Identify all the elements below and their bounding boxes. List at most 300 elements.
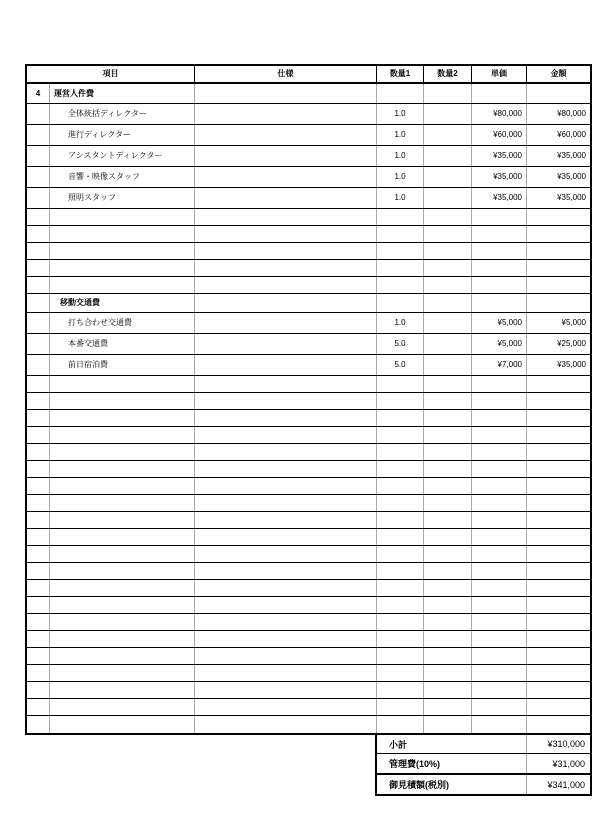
qty1-cell: [377, 84, 424, 103]
qty2-cell: [424, 631, 472, 647]
table-row: [27, 146, 590, 167]
spec-cell: [195, 125, 377, 145]
unit_price-cell: [472, 512, 527, 528]
name-cell: [50, 495, 195, 511]
table-row: [27, 84, 590, 104]
qty2-cell: [424, 716, 472, 733]
name-cell: アシスタントディレクター: [50, 146, 195, 166]
qty2-cell: [424, 209, 472, 225]
name-cell: [50, 209, 195, 225]
qty2-cell: [424, 334, 472, 354]
empty-row: [27, 478, 590, 495]
qty2-cell: [424, 444, 472, 460]
amount-cell: ¥35,000: [557, 172, 586, 181]
unit_price-cell: [472, 461, 527, 477]
empty-row: [27, 580, 590, 597]
name-cell: [50, 597, 195, 613]
unit_price-cell: [472, 277, 527, 293]
unit_price-cell: ¥35,000: [472, 146, 527, 166]
amount-cell: [527, 427, 590, 443]
qty2-cell: [424, 580, 472, 596]
qty2-cell: [424, 313, 472, 333]
spec-cell: [195, 444, 377, 460]
qty1-cell: 1.0: [377, 104, 424, 124]
no-cell: [27, 167, 50, 187]
amount-cell: [527, 546, 590, 562]
amount-cell: [527, 648, 590, 664]
col-header-qty1: 数量1: [377, 66, 424, 82]
name-cell: [50, 716, 195, 733]
unit_price-cell: ¥5,000: [472, 334, 527, 354]
qty1-cell: [377, 260, 424, 276]
table-row: [27, 125, 590, 146]
qty1-cell: 1.0: [377, 167, 424, 187]
name-cell: [50, 665, 195, 681]
empty-row: [27, 226, 590, 243]
table-row: [27, 167, 590, 188]
unit_price-cell: [472, 529, 527, 545]
totals-box: [375, 735, 592, 796]
amount-cell: [527, 277, 590, 293]
qty2-cell: [424, 614, 472, 630]
name-cell: [50, 277, 195, 293]
name-cell: [50, 546, 195, 562]
unit_price-cell: [472, 682, 527, 698]
amount-cell: [527, 563, 590, 579]
unit_price-cell: [472, 444, 527, 460]
unit_price-cell: [472, 84, 527, 103]
no-cell: [27, 529, 50, 545]
amount-cell: [527, 294, 590, 312]
name-cell: [50, 699, 195, 715]
grand-total-row: [377, 773, 590, 794]
qty1-cell: [377, 682, 424, 698]
spec-cell: [195, 209, 377, 225]
no-cell: [27, 631, 50, 647]
empty-row: [27, 665, 590, 682]
amount-cell: [527, 716, 590, 733]
empty-row: [27, 597, 590, 614]
amount-cell: [527, 84, 590, 103]
no-cell: [27, 209, 50, 225]
amount-cell: [527, 614, 590, 630]
name-cell: [50, 243, 195, 259]
no-cell: [27, 410, 50, 426]
empty-row: [27, 243, 590, 260]
name-cell: 全体統括ディレクター: [50, 104, 195, 124]
empty-row: [27, 648, 590, 665]
name-cell: 照明スタッフ: [50, 188, 195, 208]
spec-cell: [195, 167, 377, 187]
qty2-cell: [424, 355, 472, 375]
qty2-cell: [424, 226, 472, 242]
table-row: [27, 294, 590, 313]
spec-cell: [195, 529, 377, 545]
no-cell: [27, 393, 50, 409]
qty2-cell: [424, 495, 472, 511]
name-cell: [50, 478, 195, 494]
spec-cell: [195, 461, 377, 477]
subtotal-value: ¥310,000: [547, 739, 585, 749]
qty1-cell: [377, 277, 424, 293]
spec-cell: [195, 427, 377, 443]
unit_price-cell: [472, 393, 527, 409]
unit_price-cell: [472, 546, 527, 562]
unit_price-cell: [472, 478, 527, 494]
empty-row: [27, 699, 590, 716]
name-cell: [50, 226, 195, 242]
empty-row: [27, 461, 590, 478]
empty-row: [27, 529, 590, 546]
unit_price-cell: ¥35,000: [472, 188, 527, 208]
amount-cell: [527, 495, 590, 511]
qty1-cell: [377, 376, 424, 392]
no-cell: [27, 461, 50, 477]
spec-cell: [195, 376, 377, 392]
spec-cell: [195, 313, 377, 333]
qty2-cell: [424, 682, 472, 698]
qty2-cell: [424, 125, 472, 145]
amount-cell: [527, 529, 590, 545]
col-header-item: 項目: [27, 66, 195, 82]
amount-cell: [527, 243, 590, 259]
spec-cell: [195, 546, 377, 562]
amount-cell: [527, 393, 590, 409]
no-cell: [27, 648, 50, 664]
name-cell: [50, 512, 195, 528]
spec-cell: [195, 104, 377, 124]
unit_price-cell: [472, 597, 527, 613]
spec-cell: [195, 512, 377, 528]
no-cell: [27, 355, 50, 375]
no-cell: [27, 699, 50, 715]
name-cell: [50, 376, 195, 392]
amount-cell: [527, 699, 590, 715]
qty1-cell: [377, 461, 424, 477]
no-cell: [27, 563, 50, 579]
qty2-cell: [424, 167, 472, 187]
empty-row: [27, 277, 590, 294]
col-header-amount: 金額: [550, 69, 567, 78]
spec-cell: [195, 495, 377, 511]
amount-cell: [527, 260, 590, 276]
spec-cell: [195, 478, 377, 494]
name-cell: 進行ディレクター: [50, 125, 195, 145]
col-header-spec: 仕様: [195, 66, 377, 82]
no-cell: [27, 294, 50, 312]
no-cell: [27, 125, 50, 145]
name-cell: [50, 563, 195, 579]
table-row: [27, 334, 590, 355]
no-cell: [27, 597, 50, 613]
qty1-cell: 1.0: [377, 313, 424, 333]
qty2-cell: [424, 546, 472, 562]
table-row: [27, 104, 590, 125]
table-body: [27, 84, 590, 733]
grand-total-label: 御見積額(税別): [377, 775, 527, 794]
no-cell: [27, 682, 50, 698]
unit_price-cell: [472, 410, 527, 426]
amount-cell: [527, 209, 590, 225]
unit_price-cell: [472, 614, 527, 630]
no-cell: 4: [27, 84, 50, 103]
qty1-cell: [377, 648, 424, 664]
qty1-cell: [377, 529, 424, 545]
unit_price-cell: [472, 580, 527, 596]
no-cell: [27, 478, 50, 494]
amount-cell: ¥35,000: [557, 193, 586, 202]
amount-cell: [527, 410, 590, 426]
qty1-cell: [377, 631, 424, 647]
qty1-cell: [377, 614, 424, 630]
table-row: [27, 188, 590, 209]
qty1-cell: [377, 427, 424, 443]
empty-row: [27, 682, 590, 699]
empty-row: [27, 410, 590, 427]
spec-cell: [195, 682, 377, 698]
unit_price-cell: ¥5,000: [472, 313, 527, 333]
qty2-cell: [424, 243, 472, 259]
amount-cell: [527, 631, 590, 647]
qty2-cell: [424, 478, 472, 494]
name-cell: 運営人件費: [50, 84, 195, 103]
unit_price-cell: [472, 294, 527, 312]
qty1-cell: [377, 393, 424, 409]
no-cell: [27, 495, 50, 511]
spec-cell: [195, 597, 377, 613]
qty2-cell: [424, 104, 472, 124]
qty1-cell: 5.0: [377, 334, 424, 354]
table-header-row: [27, 66, 590, 84]
empty-row: [27, 427, 590, 444]
qty2-cell: [424, 277, 472, 293]
subtotal-row: [377, 735, 590, 754]
empty-row: [27, 512, 590, 529]
qty1-cell: [377, 243, 424, 259]
no-cell: [27, 444, 50, 460]
spec-cell: [195, 614, 377, 630]
table-row: [27, 313, 590, 334]
qty1-cell: [377, 716, 424, 733]
name-cell: [50, 648, 195, 664]
no-cell: [27, 334, 50, 354]
qty1-cell: [377, 294, 424, 312]
no-cell: [27, 226, 50, 242]
subtotal-label: 小計: [377, 735, 527, 753]
spec-cell: [195, 665, 377, 681]
spec-cell: [195, 188, 377, 208]
qty1-cell: [377, 512, 424, 528]
amount-cell: [527, 665, 590, 681]
qty1-cell: [377, 597, 424, 613]
management-fee-label: 管理費(10%): [377, 754, 527, 773]
empty-row: [27, 376, 590, 393]
unit_price-cell: ¥60,000: [472, 125, 527, 145]
table-row: [27, 355, 590, 376]
name-cell: [50, 260, 195, 276]
no-cell: [27, 376, 50, 392]
spec-cell: [195, 631, 377, 647]
amount-cell: ¥25,000: [557, 339, 586, 348]
amount-cell: ¥60,000: [557, 130, 586, 139]
qty2-cell: [424, 512, 472, 528]
qty2-cell: [424, 648, 472, 664]
qty1-cell: [377, 665, 424, 681]
spec-cell: [195, 226, 377, 242]
name-cell: [50, 393, 195, 409]
amount-cell: ¥80,000: [557, 109, 586, 118]
col-header-unit-price: 単価: [472, 66, 527, 82]
qty1-cell: [377, 410, 424, 426]
empty-row: [27, 260, 590, 277]
name-cell: 前日宿泊費: [50, 355, 195, 375]
amount-cell: [527, 461, 590, 477]
unit_price-cell: [472, 631, 527, 647]
unit_price-cell: [472, 495, 527, 511]
amount-cell: ¥5,000: [561, 318, 586, 327]
qty1-cell: 1.0: [377, 188, 424, 208]
no-cell: [27, 665, 50, 681]
spec-cell: [195, 716, 377, 733]
unit_price-cell: [472, 226, 527, 242]
qty1-cell: 1.0: [377, 146, 424, 166]
name-cell: [50, 427, 195, 443]
spec-cell: [195, 563, 377, 579]
qty2-cell: [424, 461, 472, 477]
name-cell: [50, 410, 195, 426]
qty2-cell: [424, 84, 472, 103]
unit_price-cell: [472, 648, 527, 664]
no-cell: [27, 243, 50, 259]
spec-cell: [195, 699, 377, 715]
spec-cell: [195, 580, 377, 596]
spec-cell: [195, 146, 377, 166]
spec-cell: [195, 294, 377, 312]
no-cell: [27, 427, 50, 443]
qty2-cell: [424, 294, 472, 312]
unit_price-cell: [472, 243, 527, 259]
amount-cell: [527, 226, 590, 242]
no-cell: [27, 580, 50, 596]
no-cell: [27, 512, 50, 528]
estimate-table: [25, 64, 592, 735]
unit_price-cell: [472, 209, 527, 225]
unit_price-cell: ¥80,000: [472, 104, 527, 124]
empty-row: [27, 546, 590, 563]
amount-cell: [527, 597, 590, 613]
empty-row: [27, 716, 590, 733]
qty1-cell: [377, 209, 424, 225]
spec-cell: [195, 260, 377, 276]
amount-cell: [527, 444, 590, 460]
grand-total-value: ¥341,000: [547, 779, 585, 790]
qty1-cell: [377, 580, 424, 596]
amount-cell: [527, 478, 590, 494]
name-cell: 音響・映像スタッフ: [50, 167, 195, 187]
qty1-cell: [377, 478, 424, 494]
empty-row: [27, 563, 590, 580]
qty2-cell: [424, 146, 472, 166]
qty1-cell: [377, 226, 424, 242]
no-cell: [27, 188, 50, 208]
name-cell: [50, 461, 195, 477]
no-cell: [27, 716, 50, 733]
management-fee-value: ¥31,000: [552, 758, 585, 769]
qty1-cell: [377, 444, 424, 460]
unit_price-cell: [472, 376, 527, 392]
amount-cell: ¥35,000: [557, 360, 586, 369]
no-cell: [27, 614, 50, 630]
unit_price-cell: [472, 427, 527, 443]
unit_price-cell: ¥7,000: [472, 355, 527, 375]
qty2-cell: [424, 376, 472, 392]
no-cell: [27, 313, 50, 333]
name-cell: [50, 631, 195, 647]
no-cell: [27, 260, 50, 276]
name-cell: [50, 580, 195, 596]
no-cell: [27, 546, 50, 562]
unit_price-cell: [472, 716, 527, 733]
qty2-cell: [424, 529, 472, 545]
qty2-cell: [424, 665, 472, 681]
qty1-cell: [377, 563, 424, 579]
qty2-cell: [424, 699, 472, 715]
amount-cell: ¥35,000: [557, 151, 586, 160]
spec-cell: [195, 84, 377, 103]
amount-cell: [527, 512, 590, 528]
spec-cell: [195, 410, 377, 426]
unit_price-cell: [472, 563, 527, 579]
qty1-cell: 5.0: [377, 355, 424, 375]
amount-cell: [527, 376, 590, 392]
empty-row: [27, 393, 590, 410]
unit_price-cell: ¥35,000: [472, 167, 527, 187]
spec-cell: [195, 648, 377, 664]
amount-cell: [527, 580, 590, 596]
spec-cell: [195, 334, 377, 354]
qty1-cell: [377, 546, 424, 562]
spec-cell: [195, 243, 377, 259]
qty1-cell: [377, 699, 424, 715]
unit_price-cell: [472, 699, 527, 715]
name-cell: [50, 444, 195, 460]
empty-row: [27, 631, 590, 648]
name-cell: 打ち合わせ交通費: [50, 313, 195, 333]
qty2-cell: [424, 188, 472, 208]
empty-row: [27, 495, 590, 512]
unit_price-cell: [472, 260, 527, 276]
qty2-cell: [424, 260, 472, 276]
col-header-qty2: 数量2: [424, 66, 472, 82]
no-cell: [27, 277, 50, 293]
empty-row: [27, 209, 590, 226]
qty2-cell: [424, 427, 472, 443]
name-cell: [50, 614, 195, 630]
no-cell: [27, 104, 50, 124]
qty2-cell: [424, 393, 472, 409]
qty1-cell: [377, 495, 424, 511]
empty-row: [27, 444, 590, 461]
spec-cell: [195, 277, 377, 293]
amount-cell: [527, 682, 590, 698]
qty2-cell: [424, 563, 472, 579]
qty2-cell: [424, 410, 472, 426]
name-cell: 本番交通費: [50, 334, 195, 354]
spec-cell: [195, 393, 377, 409]
management-fee-row: [377, 754, 590, 773]
name-cell: [50, 529, 195, 545]
spec-cell: [195, 355, 377, 375]
